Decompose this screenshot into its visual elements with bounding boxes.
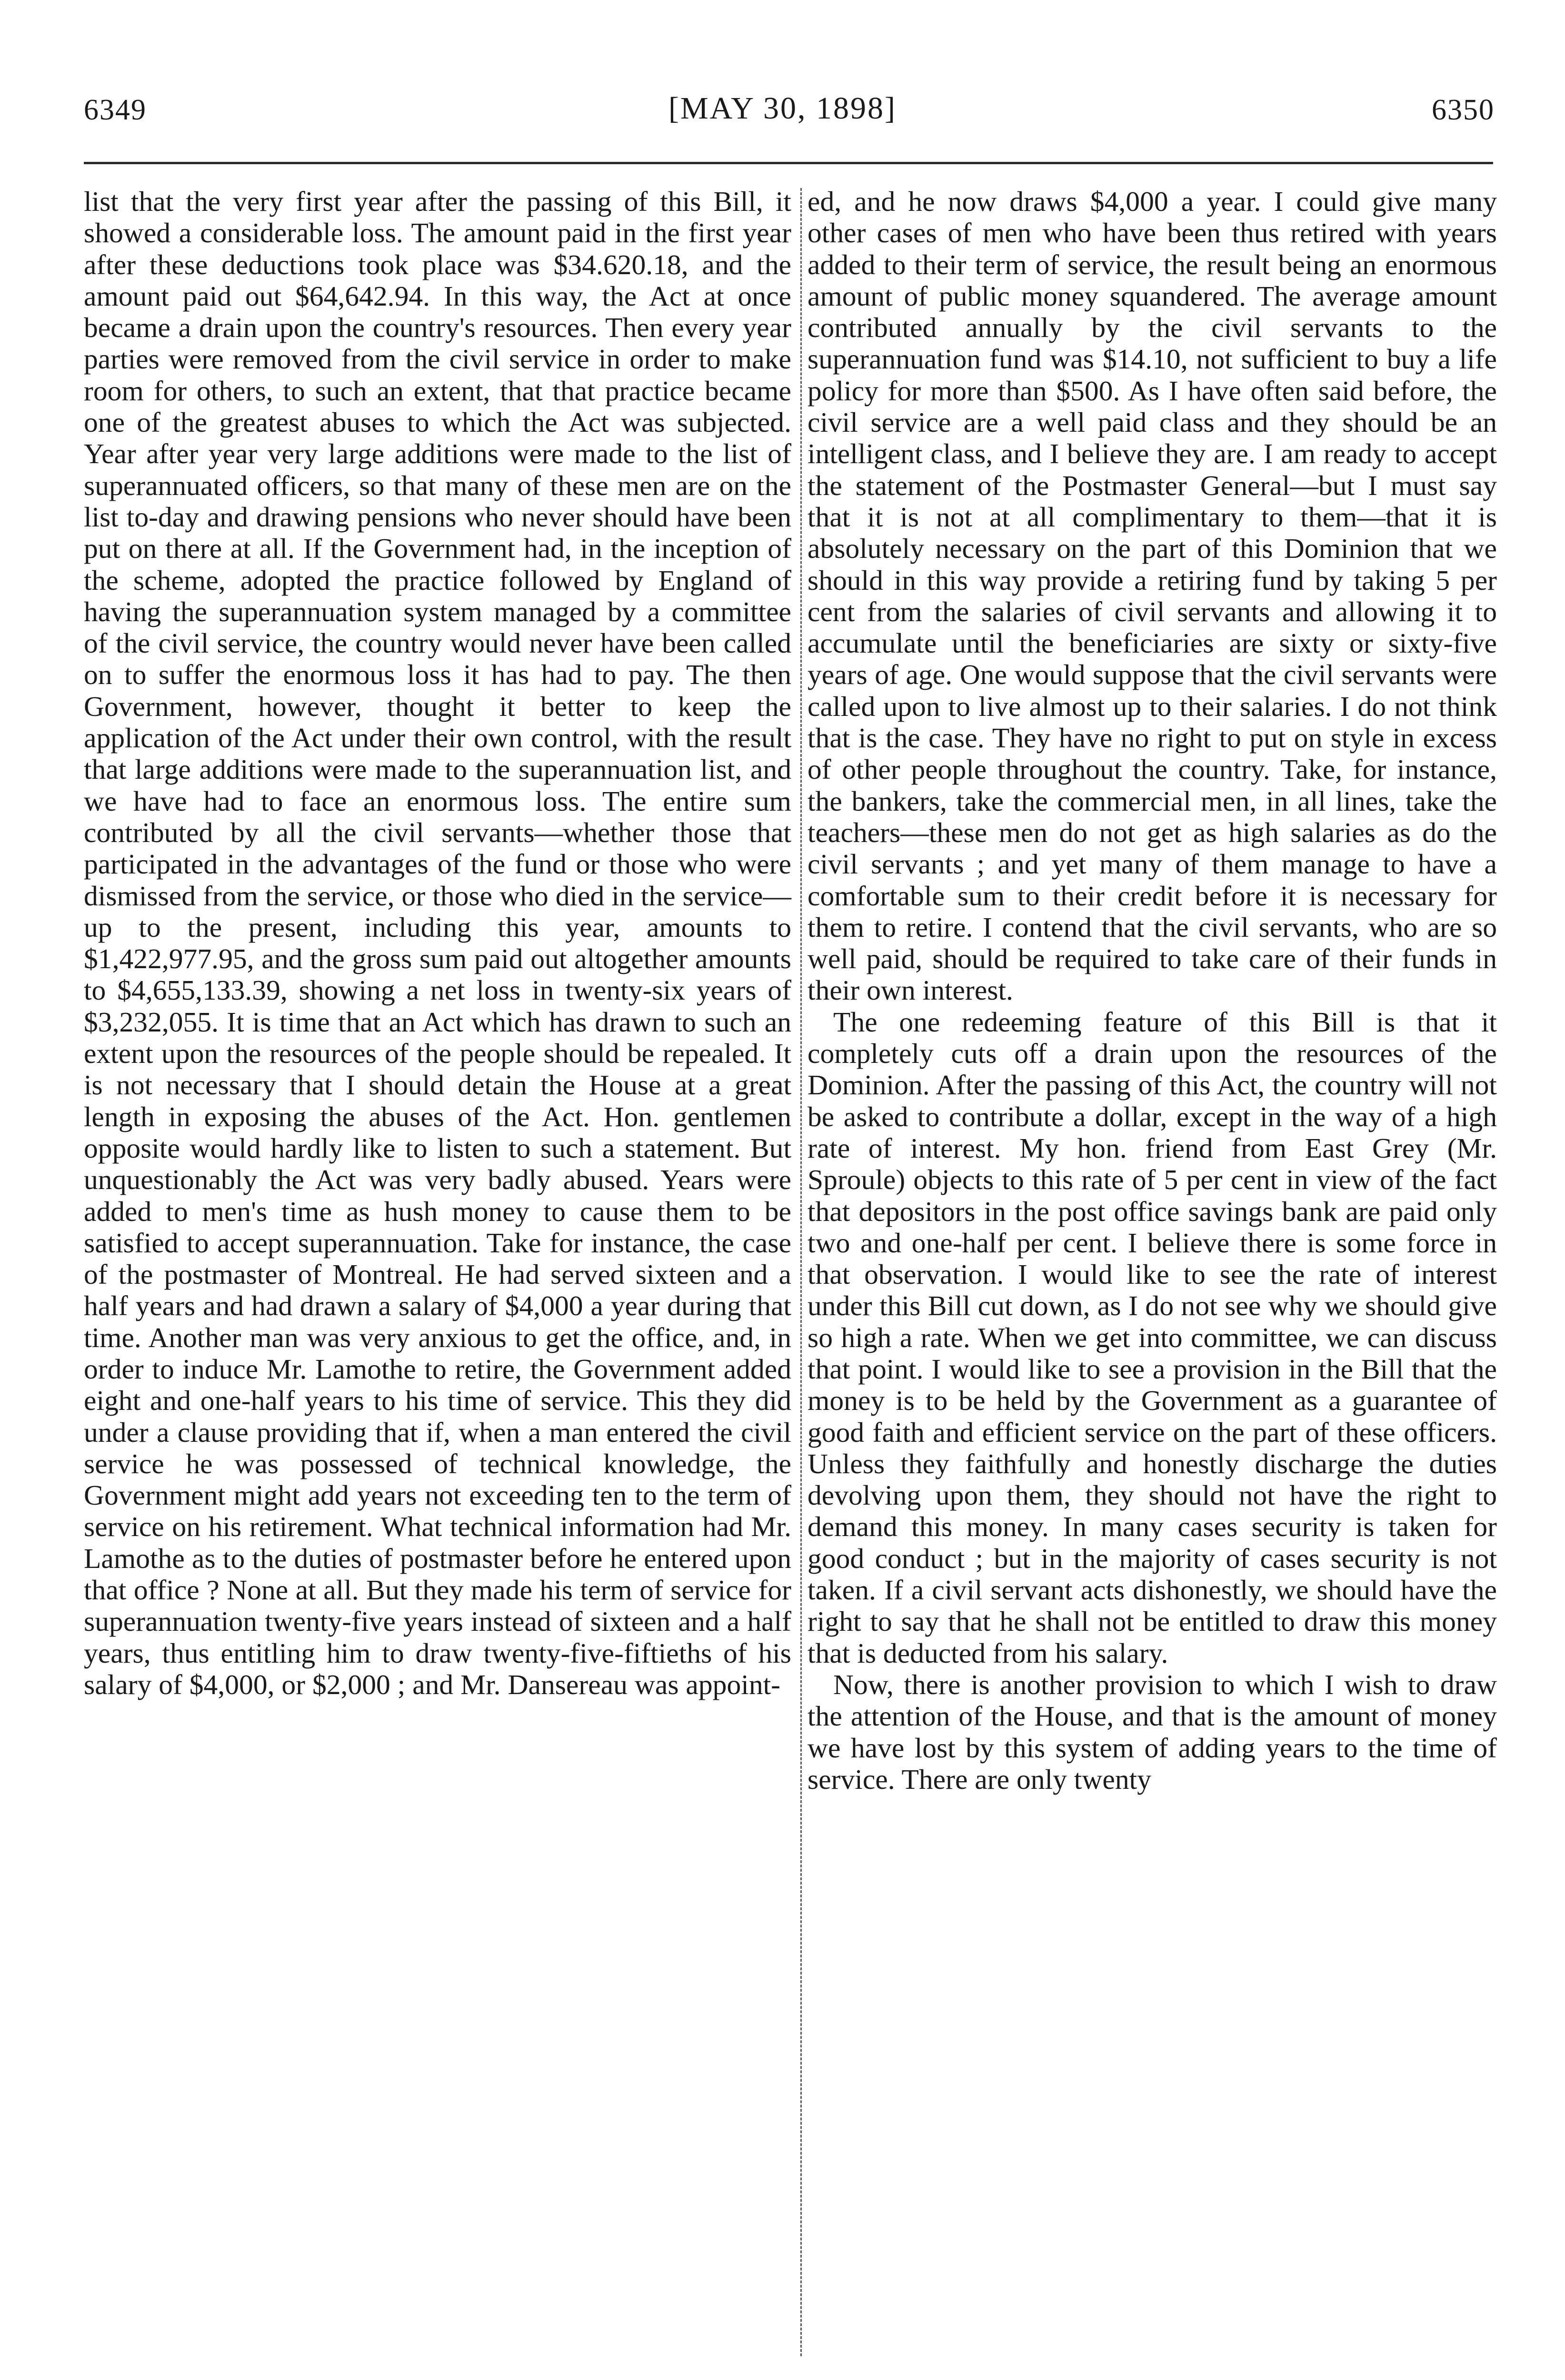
right-paragraph-2: The one redeeming feature of this Bill is that it completely cuts off a drain upon the resources of the Dominion. After the passing of this Act, the country will not be asked to contribute a dollar, except in the way of a high rate of interest. My hon. friend from East Grey (Mr. Sproule) objects to this rate of 5 per cent in view of the fact that depositors in the post office savings bank are paid only two and one-half per cent. I believe there is some force in that observation. I would like to see the rate of interest under this Bill cut down, as I do not see why we should give so high a rate. When we get into committee, we can discuss that point. I would like to see a provision in the Bill that the money is to be held by the Government as a guarantee of good faith and efficient service on the part of these officers. Unless they faithfully and honestly discharge the duties devolving upon them, they should not have the right to demand this money. In many cases security is taken for good conduct ; but in the majority of cases security is not taken. If a civil servant acts dishonestly, we should have the right to say that he shall not be entitled to draw this money that is deducted from his salary. [807,1006,1497,1669]
page-number-left: 6349 [84,94,147,126]
page-number-right: 6350 [1432,94,1495,126]
header-rule [84,162,1493,164]
right-paragraph-1: ed, and he now draws $4,000 a year. I could give many other cases of men who have been thus retired with years added to their term of service, the result being an enormous amount of public money squandered. The average amount contributed annually by the civil servants to the superannuation fund was $14.10, not sufficient to buy a life policy for more than $500. As I have often said before, the civil service are a well paid class and they should be an intelligent class, and I believe they are. I am ready to accept the statement of the Postmaster General—but I must say that it is not at all complimentary to them—that it is absolutely necessary on the part of this Dominion that we should in this way provide a retiring fund by taking 5 per cent from the salaries of civil servants and allowing it to accumulate until the beneficiaries are sixty or sixty-five years of age. One would suppose that the civil servants were called upon to live almost up to their salaries. I do not think that is the case. They have no right to put on style in excess of other people throughout the country. Take, for instance, the bankers, take the commercial men, in all lines, take the teachers—these men do not get as high salaries as do the civil servants ; and yet many of them manage to have a comfortable sum to their credit before it is necessary for them to retire. I contend that the civil servants, who are so well paid, should be required to take care of their funds in their own interest. [807,186,1497,1006]
column-divider [800,188,802,2356]
left-paragraph-1: list that the very first year after the passing of this Bill, it showed a considerable loss. The amount paid in the first year after these deductions took place was $34.620.18, and the amount paid out $64,642.94. In this way, the Act at once became a drain upon the country's resources. Then every year parties were removed from the civil service in order to make room for others, to such an extent, that that practice became one of the greatest abuses to which the Act was subjected. Year after year very large additions were made to the list of superannuated officers, so that many of these men are on the list to-day and drawing pensions who never should have been put on there at all. If the Government had, in the inception of the scheme, adopted the practice followed by England of having the superannuation system managed by a committee of the civil service, the country would never have been called on to suffer the enormous loss it has had to pay. The then Government, however, thought it better to keep the application of the Act under their own control, with the result that large additions were made to the superannuation list, and we have had to face an enormous loss. The entire sum contributed by all the civil servants—whether those that participated in the advantages of the fund or those who were dismissed from the service, or those who died in the service—up to the present, including this year, amounts to $1,422,977.95, and the gross sum paid out altogether amounts to $4,655,133.39, showing a net loss in twenty-six years of $3,232,055. It is time that an Act which has drawn to such an extent upon the resources of the people should be repealed. It is not necessary that I should detain the House at a great length in exposing the abuses of the Act. Hon. gentlemen opposite would hardly like to listen to such a statement. But unquestionably the Act was very badly abused. Years were added to men's time as hush money to cause them to be satisfied to accept superannuation. Take for instance, the case of the postmaster of Montreal. He had served sixteen and a half years and had drawn a salary of $4,000 a year during that time. Another man was very anxious to get the office, and, in order to induce Mr. Lamothe to retire, the Government added eight and one-half years to his time of service. This they did under a clause providing that if, when a man entered the civil service he was possessed of technical knowledge, the Government might add years not exceeding ten to the term of service on his retirement. What technical information had Mr. Lamothe as to the duties of postmaster before he entered upon that office ? None at all. But they made his term of service for superannuation twenty-five years instead of sixteen and a half years, thus entitling him to draw twenty-five-fiftieths of his salary of $4,000, or $2,000 ; and Mr. Dansereau was appoint- [84,186,791,1700]
left-column [84,186,791,2356]
right-paragraph-3: Now, there is another provision to which I wish to draw the attention of the House, and that is the amount of money we have lost by this system of adding years to the time of service. There are only twenty [807,1668,1497,1795]
page-header [0,0,1565,143]
issue-date: [MAY 30, 1898] [668,91,897,126]
right-column [807,186,1497,2356]
